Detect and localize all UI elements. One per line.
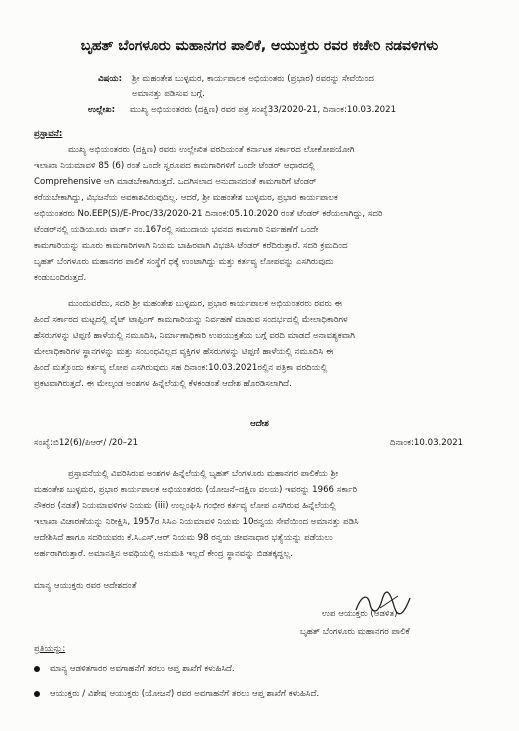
text-line: Comprehensive ಆಗಿ ಮಾಡಬೇಕಾಗಿರುತ್ತದೆ. ಒದಗಿಸಲಾದ ಅನುದಾನದಂತೆ ಕಾಮಗಾರಿಗೆ ಟೆಂಡರ್: [34, 177, 317, 187]
order-number: ಸಂಖ್ಯೆ:ಬಿ12(6)/ಪಿಆರ್/ /20–21: [34, 438, 139, 448]
preamble-paragraph-1: [34, 142, 484, 286]
text-line: ಹೆಸರುಗಳನ್ನು ಟಿಪ್ಪಣಿ ಹಾಳೆಯಲ್ಲಿ ನಮೂದಿಸಿ, ನಿರ್ಮಾಣಾಧಿಕಾರಿ ಉಪಯುಕ್ತತೆಯ ಬಗ್ಗೆ ವರದಿ ಮಾಡದೆ ಅನಾವಶ್ಯಕವಾಗಿ: [34, 331, 355, 341]
copy-to-item: ಮಾನ್ಯ ಆಡಳಿತಗಾರರ ಅವಗಾಹನೆಗೆ ತರಲು ಆಪ್ತ ಶಾಖೆಗೆ ಕಳುಹಿಸಿದೆ.: [50, 664, 235, 674]
text-line: ಇಲಾಖಾ ವಿಚಾರಣೆಯನ್ನು ನಿರೀಕ್ಷಿಸಿ, 1957ರ ಸಿಸಿಎ ನಿಯಮಾವಳಿ ನಿಯಮ 10ರನ್ವಯ ಸೇವೆಯಿಂದ ಅಮಾನತ್ತು ಪಡಿಸಿ: [34, 517, 359, 527]
document-title: ಬೃಹತ್ ಬೆಂಗಳೂರು ಮಹಾನಗರ ಪಾಲಿಕೆ, ಆಯುಕ್ತರು ರವರ ಕಚೇರಿ ನಡವಳಿಗಳು: [80, 38, 439, 54]
text-line: ನೌಕರರ (ನಡತೆ) ನಿಯಮಾವಳಿಗಳ ನಿಯಮ (iii) ಉಲ್ಲಂಘಿಸಿ ಗಂಭೀರ ಕರ್ತವ್ಯ ಲೋಪ ಎಸಗಿರುವ ಹಿನ್ನೆಲೆಯಲ್ಲಿ: [34, 501, 336, 511]
text-line: ಹಿಂದೆ ಸರ್ಕಾರದ ಮಟ್ಟದಲ್ಲಿ ವೈಟ್ ಟಾಪ್ಪಿಂಗ್ ಕಾಮಗಾರಿಯನ್ನು ನಿರ್ವಹಣೆ ಮಾಡುವ ಸಂದರ್ಭದಲ್ಲಿ ಮೇಲಾಧಿಕಾರಿಗಳ: [34, 315, 348, 325]
bullet-icon: [34, 666, 40, 672]
text-line: ಕರೆಯಬೇಕಾಗಿದ್ದು, ವಿಭಜನೆಯ ಅವಕಾಶವಿರುವುದಿಲ್ಲ. ಆದರೆ, ಶ್ರೀ ಮಹಂತೇಶ ಬುಳ್ಳಮರ, ಪ್ರಭಾರ ಕಾರ್ಯಪಾಲಕ: [34, 193, 338, 203]
preamble-heading: ಪ್ರಸ್ತಾವನೆ:: [34, 129, 63, 139]
text-line: ಕಾಮಗಾರಿಯನ್ನು ಮೂರು ಕಾಮಗಾರಿಗಳಾಗಿ ನಿಯಮ ಬಾಹಿರವಾಗಿ ವಿಭಜಿಸಿ ಟೆಂಡರ್ ಕರೆದಿರುತ್ತಾರೆ. ಸದರಿ ಕ್ರಮದಿಂದ: [34, 241, 348, 251]
text-line: ಬೃಹತ್ ಬೆಂಗಳೂರು ಮಹಾನಗರ ಪಾಲಿಕೆ ಸಂಸ್ಥೆಗೆ ಧಕ್ಕೆ ಉಂಟಾಗಿದ್ದು ಮತ್ತು ಕರ್ತವ್ಯ ಲೋಪವನ್ನು ಎಸಗಿರುವುದು: [34, 257, 334, 267]
reference-label: ಉಲ್ಲೇಖ:: [88, 105, 116, 115]
text-line: ಆದೇಶಿಸಿದೆ ಹಾಗೂ ಸದರಿಯವರು ಕೆ.ಸಿ.ಎಸ್.ಆರ್ ನಿಯಮ 98 ರನ್ವಯ ಜೀವನಾಧಾರ ಭತ್ಯೆಯನ್ನು ಪಡೆಯಲು: [34, 533, 333, 543]
subject-line-2: ಅಮಾನತ್ತು ಪಡಿಸುವ ಬಗ್ಗೆ.: [132, 89, 205, 99]
order-date: ದಿನಾಂಕ:10.03.2021: [390, 438, 464, 448]
text-line: ಅರ್ಹರಾಗಿರುತ್ತಾರೆ. ಅಮಾನತ್ತಿನ ಅವಧಿಯಲ್ಲಿ ಅನುಮತಿ ಇಲ್ಲದೆ ಕೇಂದ್ರ ಸ್ಥಾನವನ್ನು ಬಿಡತಕ್ಕದ್ದಲ್ಲ.: [34, 549, 293, 559]
text-line: ಮುಂದುವರೆದು, ಸದರಿ ಶ್ರೀ ಮಹಂತೇಶ ಬುಳ್ಳಮರ, ಪ್ರಭಾರ ಕಾರ್ಯಪಾಲಕ ಅಭಿಯಂತರರು ರವರು ಈ: [68, 299, 342, 309]
text-line: ಟೆಂಡರ್‌ನಲ್ಲಿ ಯಡಿಯೂರು ವಾರ್ಡ್ ನಂ.167ರಲ್ಲಿ ಸಮುದಾಯ ಭವನದ ಕಾಮಗಾರಿ ನಿರ್ವಹಣೆಗೆ ಒಂದೇ: [34, 225, 319, 235]
order-paragraph: [34, 466, 484, 562]
preamble-paragraph-2: [34, 296, 484, 392]
order-heading: ಆದೇಶ: [250, 419, 269, 429]
text-line: ಮಹಂತೇಶ ಬುಳ್ಳಮರ, ಪ್ರಭಾರ ಕಾರ್ಯಪಾಲಕ ಅಭಿಯಂತರರು (ಯೋಜನೆ–ದಕ್ಷಿಣ ವಲಯ) ಇವರನ್ನು 1966 ಸರ್ಕಾರಿ: [34, 485, 358, 495]
reference-text: ಮುಖ್ಯ ಅಭಿಯಂತರರು (ದಕ್ಷಿಣ) ರವರ ಪತ್ರ ಸಂಖ್ಯೆ33/2020-21, ದಿನಾಂಕ:10.03.2021: [130, 105, 397, 115]
text-line: ಮುಖ್ಯ ಅಭಿಯಂತರರು (ದಕ್ಷಿಣ) ರವರು ಉಲ್ಲೇಖಿತ ವರದಿಯಂತೆ ಕರ್ನಾಟಕ ಸರ್ಕಾರದ ಲೋಕೋಪಯೋಗಿ: [68, 145, 355, 155]
text-line: ಕಂಡುಬಂದಿರುತ್ತದೆ.: [34, 273, 87, 283]
text-line: ಇಲಾಖಾ ನಿಯಮಾವಳಿ 85 (6) ರಂತೆ ಒಂದೇ ಸ್ವರೂಪದ ಕಾಮಗಾರಿಗಳಿಗೆ ಒಂದೇ ಟೆಂಡರ್ ಆಧಾರದಲ್ಲಿ: [34, 161, 315, 171]
text-line: ಪ್ರಕಟವಾಗಿರುತ್ತದೆ. ಈ ಮೇಲ್ಕಂಡ ಅಂಶಗಳ ಹಿನ್ನೆಲೆಯಲ್ಲಿ ಕೆಳಕಂಡಂತೆ ಆದೇಶ ಹೊರಡಿಸಲಾಗಿದೆ.: [34, 379, 292, 389]
bullet-icon: [34, 691, 40, 697]
signatory-designation: ಉಪ ಆಯುಕ್ತರು (ಆಡಳಿತ): [322, 609, 398, 619]
subject-label: ವಿಷಯ:: [98, 74, 123, 84]
by-order-line: ಮಾನ್ಯ ಆಯುಕ್ತರು ರವರ ಆದೇಶದಂತೆ: [34, 581, 137, 591]
copy-to-item: ಆಯುಕ್ತರು / ವಿಶೇಷ ಆಯುಕ್ತರು (ಯೋಜನೆ) ರವರ ಅವಗಾಹನೆಗೆ ತರಲು ಆಪ್ತ ಶಾಖೆಗೆ ಕಳುಹಿಸಿದೆ.: [50, 689, 320, 699]
signatory-organization: ಬೃಹತ್ ಬೆಂಗಳೂರು ಮಹಾನಗರ ಪಾಲಿಕೆ: [300, 627, 410, 637]
copy-to-heading: ಪ್ರತಿಯನ್ನು:: [34, 644, 66, 654]
text-line: ಹಿಂದೆ ಮತ್ತೊಂದು ಕರ್ತವ್ಯ ಲೋಪ ಎಸಗಿರುವುದು ಸಹ ದಿನಾಂಕ:10.03.2021ರಲ್ಲಿನ ಪತ್ರಿಕಾ ವರದಿಯಲ್ಲಿ: [34, 363, 328, 373]
subject-line-1: ಶ್ರೀ ಮಹಂತೇಶ ಬುಳ್ಳಮರ, ಕಾರ್ಯಪಾಲಕ ಅಭಿಯಂತರು (ಪ್ರಭಾರ) ರವರನ್ನು ಸೇವೆಯಿಂದ: [132, 74, 374, 84]
text-line: ಮೇಲಾಧಿಕಾರಿಗಳ ಸ್ಥಾನಗಳನ್ನು ಮತ್ತು ಸಂಬಂಧವಿಲ್ಲದ ವ್ಯಕ್ತಿಗಳ ಹೆಸರುಗಳನ್ನು ಟಿಪ್ಪಣಿ ಹಾಳೆಯಲ್ಲಿ ನಮೂದಿಸಿ ಈ: [34, 347, 334, 357]
text-line: ಅಭಿಯಂತರರು No.EEP(S)/E-Proc/33/2020-21 ದಿನಾಂಕ:05.10.2020 ರಂತೆ ಟೆಂಡರ್ ಕರೆಯಲಾಗಿದ್ದು, ಸದರಿ: [34, 209, 383, 219]
text-line: ಪ್ರಸ್ತಾವನೆಯಲ್ಲಿ ವಿವರಿಸಿರುವ ಅಂಶಗಳ ಹಿನ್ನೆಲೆಯಲ್ಲಿ ಬೃಹತ್ ಬೆಂಗಳೂರು ಮಹಾನಗರ ಪಾಲಿಕೆಯ ಶ್ರೀ: [68, 469, 339, 479]
